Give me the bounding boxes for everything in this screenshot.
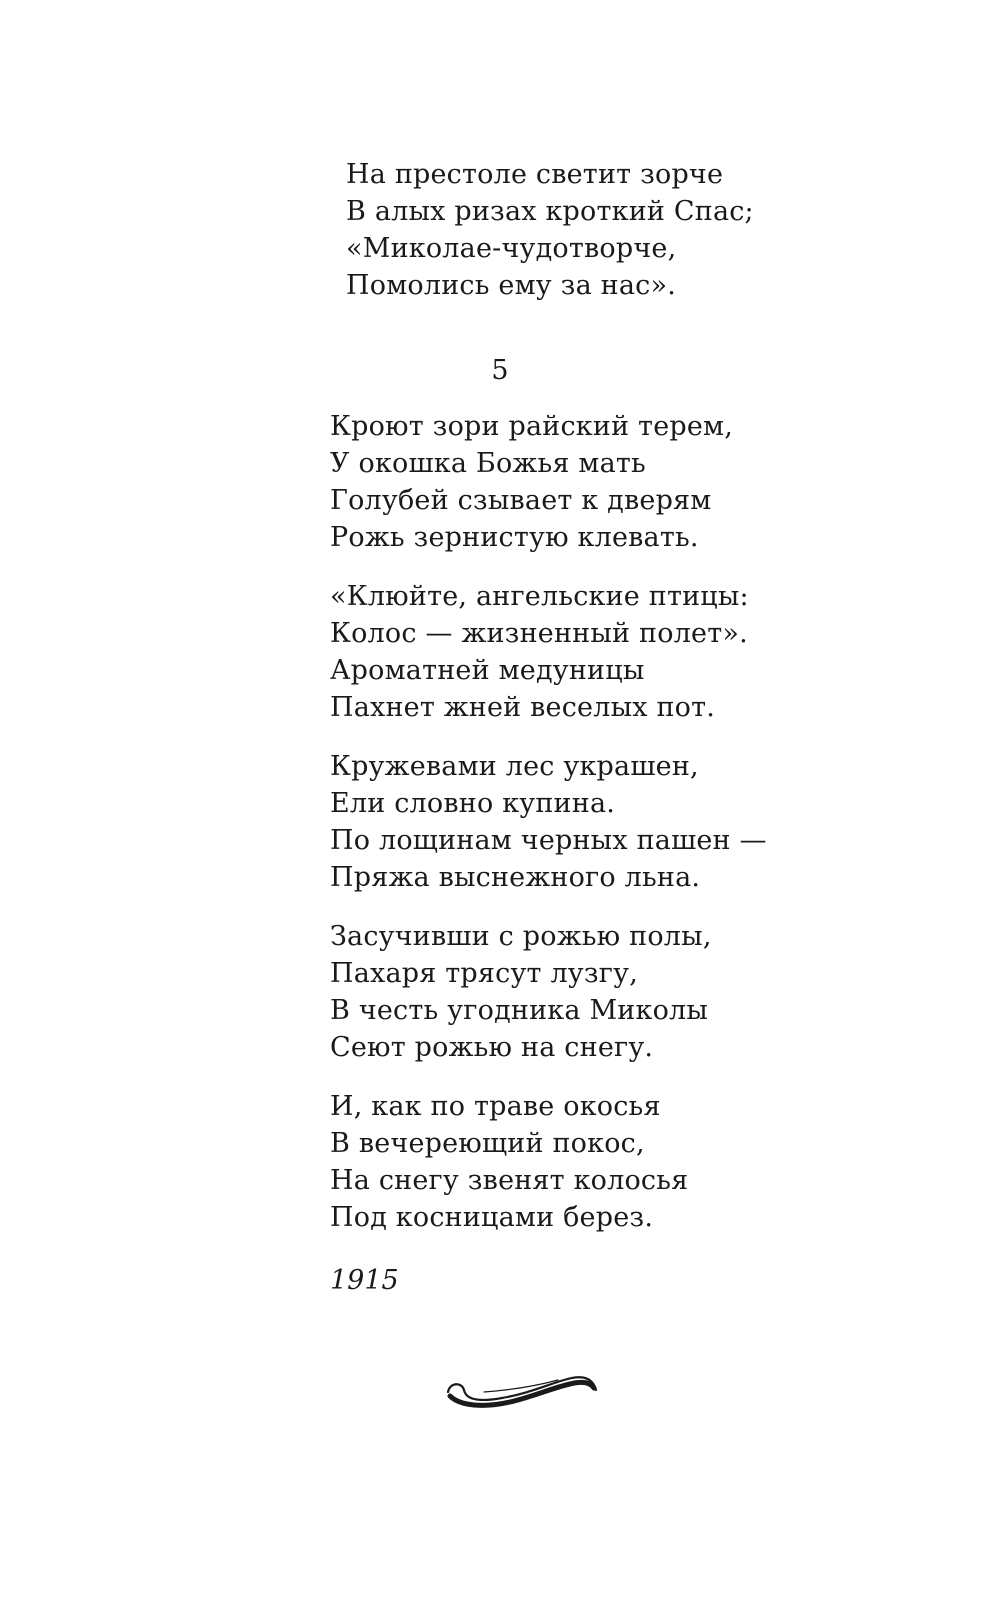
stanza-4 xyxy=(330,918,712,1066)
poem-line: Под косницами берез. xyxy=(330,1202,654,1233)
poem-year: 1915 xyxy=(330,1265,399,1296)
poem-line: В алых ризах кроткий Спас; xyxy=(346,196,754,227)
poem-line: Рожь зернистую клевать. xyxy=(330,522,699,553)
opening-stanza xyxy=(346,156,754,304)
flourish-ornament-icon xyxy=(440,1368,604,1416)
poem-line: В честь угодника Миколы xyxy=(330,995,709,1026)
poem-line: Колос — жизненный полет». xyxy=(330,618,748,649)
poem-line: Кружевами лес украшен, xyxy=(330,751,699,782)
poem-line: У окошка Божья мать xyxy=(330,448,646,479)
poem-line: Засучивши с рожью полы, xyxy=(330,921,712,952)
section-number: 5 xyxy=(491,355,509,386)
poem-line: Пахаря трясут лузгу, xyxy=(330,958,639,989)
poem-line: На престоле светит зорче xyxy=(346,159,724,190)
poem-line: «Клюйте, ангельские птицы: xyxy=(330,581,749,612)
poem-line: Кроют зори райский терем, xyxy=(330,411,734,442)
poem-line: Ели словно купина. xyxy=(330,788,616,819)
poem-line: Пряжа выснежного льна. xyxy=(330,862,701,893)
poem-line: На снегу звенят колосья xyxy=(330,1165,689,1196)
poem-line: «Миколае-чудотворче, xyxy=(346,233,677,264)
poem-line: По лощинам черных пашен — xyxy=(330,825,767,856)
poem-line: Голубей сзывает к дверям xyxy=(330,485,712,516)
poem-line: Сеют рожью на снегу. xyxy=(330,1032,654,1063)
stanza-5 xyxy=(330,1088,688,1236)
stanza-1 xyxy=(330,408,733,556)
stanza-3 xyxy=(330,748,767,896)
poem-line: Ароматней медуницы xyxy=(330,655,645,686)
poem-line: И, как по траве окосья xyxy=(330,1091,661,1122)
poem-line: Помолись ему за нас». xyxy=(346,270,676,301)
poem-line: Пахнет жней веселых пот. xyxy=(330,692,716,723)
stanza-2 xyxy=(330,578,749,726)
poem-line: В вечереющий покос, xyxy=(330,1128,645,1159)
